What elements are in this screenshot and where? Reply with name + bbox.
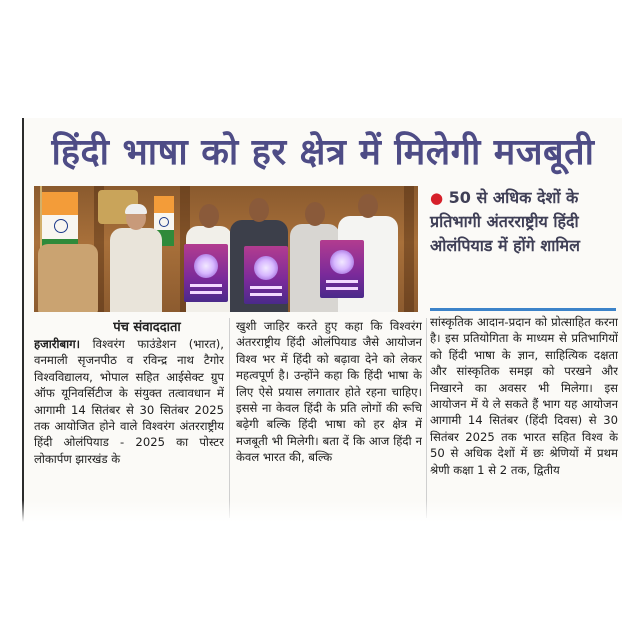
person-head xyxy=(358,194,378,218)
dateline: हजारीबाग। xyxy=(34,337,81,351)
article-column-1 xyxy=(34,336,224,522)
flag-saffron-band xyxy=(42,192,78,215)
headline: हिंदी भाषा को हर क्षेत्र में मिलेगी मजबूती xyxy=(51,132,595,173)
newspaper-clipping xyxy=(22,118,622,522)
person-head xyxy=(305,202,325,226)
flag-white-band xyxy=(42,215,78,239)
poster-text-line xyxy=(326,287,358,290)
column-divider xyxy=(229,318,230,518)
poster-text-line xyxy=(190,284,222,287)
flag-chakra xyxy=(54,219,68,233)
left-border-rule xyxy=(22,118,24,522)
olympiad-poster xyxy=(244,246,288,304)
news-photo xyxy=(34,186,418,312)
article-column-1-text: विश्वरंग फाउंडेशन (भारत), वनमाली सृजनपीठ व रविन्द्र नाथ टैगोर विश्वविद्यालय, भोपाल सहित आईसेक्ट ग्रुप ऑफ यूनिवर्सिटीज के संयुक्त तत्वावधान में आगामी 14 सितंबर से 30 सितंबर 2025 तक आयोजित होने वाले विश्वरंग अंतरराष्ट्रीय हिंदी ओलंपियाड - 2025 का पोस्टर लोकार्पण झारखंड के xyxy=(34,337,224,466)
article-column-3: सांस्कृतिक आदान-प्रदान को प्रोत्साहित करना है। इस प्रतियोगिता के माध्यम से प्रतिभागियों को हिंदी भाषा के ज्ञान, साहित्यिक दक्षता और सांस्कृतिक समझ को परखने और निखारने का अवसर भी मिलेगा। इस आयोजन में ये ले सकते हैं भाग यह आयोजन आगामी 14 सितंबर (हिंदी दिवस) से 30 सितंबर 2025 तक भारत सहित विश्व के 50 से अधिक देशों में छः श्रेणियों में प्रथम श्रेणी कक्षा 1 से 2 तक, द्वितीय xyxy=(430,315,618,477)
poster-globe xyxy=(330,250,354,274)
office-chair xyxy=(38,244,98,312)
person-head xyxy=(249,198,269,222)
poster-text-line xyxy=(190,291,222,294)
poster-globe xyxy=(254,256,278,280)
column-divider xyxy=(426,318,427,518)
sidebar-headline-text: 50 से अधिक देशों के प्रतिभागी अंतरराष्ट्रीय हिंदी ओलंपियाड में होंगे शामिल xyxy=(430,188,580,255)
person-hair xyxy=(125,204,147,214)
olympiad-poster xyxy=(320,240,364,298)
sidebar-underline xyxy=(430,308,616,311)
wall-panel xyxy=(404,186,414,312)
person-body xyxy=(110,228,162,312)
red-bullet-icon: ● xyxy=(430,189,444,207)
byline: पंच संवाददाता xyxy=(113,320,181,335)
person-head xyxy=(199,204,219,228)
poster-globe xyxy=(194,254,218,278)
poster-text-line xyxy=(250,293,282,296)
olympiad-poster xyxy=(184,244,228,302)
article-column-2: खुशी जाहिर करते हुए कहा कि विश्वरंग अंतरराष्ट्रीय हिंदी ओलंपियाड जैसे आयोजन विश्व भर में हिंदी को बढ़ावा देने को लेकर महत्वपूर्ण है। उन्होंने कहा कि हिंदी भाषा के लिए ऐसे प्रयास लगातार होते रहना चाहिए। इससे ना केवल हिंदी के प्रति लोगों की रूचि बढ़ेगी बल्कि हिंदी भाषा को हर क्षेत्र में मजबूती भी मिलेगी। बता दें कि आज हिंदी न केवल भारत की, बल्कि xyxy=(236,319,422,465)
person-1 xyxy=(110,206,162,312)
poster-text-line xyxy=(250,286,282,289)
poster-text-line xyxy=(326,280,358,283)
sidebar-headline xyxy=(430,186,616,306)
